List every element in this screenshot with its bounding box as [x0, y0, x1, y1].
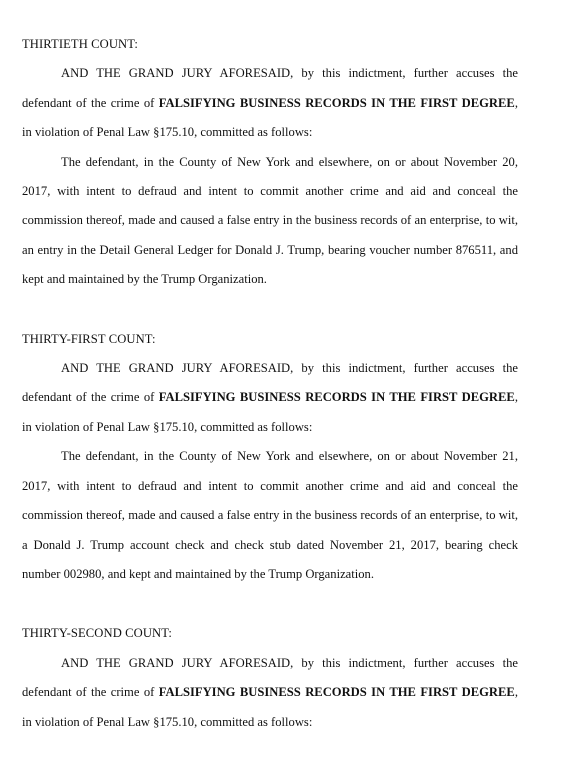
crime-line — [22, 389, 518, 405]
crime-name: FALSIFYING BUSINESS RECORDS IN THE FIRST DEGREE — [158, 96, 515, 110]
statute-line: in violation of Penal Law §175.10, committed as follows: — [22, 125, 313, 139]
crime-suffix: , — [514, 96, 518, 110]
crime-line — [22, 95, 518, 111]
crime-prefix: defendant of the crime of — [22, 685, 159, 699]
crime-name: FALSIFYING BUSINESS RECORDS IN THE FIRST DEGREE — [158, 390, 515, 404]
accusation-line: AND THE GRAND JURY AFORESAID, by this indictment, further accuses the — [61, 66, 518, 80]
body-line: number 002980, and kept and maintained by the Trump Organization. — [22, 567, 374, 581]
crime-suffix: , — [514, 390, 518, 404]
crime-suffix: , — [514, 685, 518, 699]
body-line: The defendant, in the County of New York and elsewhere, on or about November 20, — [61, 155, 518, 169]
body-line: kept and maintained by the Trump Organization. — [22, 272, 267, 286]
body-line: commission thereof, made and caused a false entry in the business records of an enterprise, to wit, — [22, 213, 518, 227]
statute-line: in violation of Penal Law §175.10, committed as follows: — [22, 715, 313, 729]
body-line: commission thereof, made and caused a false entry in the business records of an enterprise, to wit, — [22, 508, 518, 522]
crime-name: FALSIFYING BUSINESS RECORDS IN THE FIRST DEGREE — [158, 685, 515, 699]
crime-prefix: defendant of the crime of — [22, 96, 159, 110]
body-line: The defendant, in the County of New York and elsewhere, on or about November 21, — [61, 449, 518, 463]
count-heading: THIRTY-FIRST COUNT: — [22, 332, 156, 346]
count-heading: THIRTY-SECOND COUNT: — [22, 626, 172, 640]
body-line: 2017, with intent to defraud and intent to commit another crime and aid and conceal the — [22, 184, 518, 198]
count-heading: THIRTIETH COUNT: — [22, 37, 138, 51]
accusation-line: AND THE GRAND JURY AFORESAID, by this indictment, further accuses the — [61, 361, 518, 375]
crime-line — [22, 684, 518, 700]
body-line: 2017, with intent to defraud and intent to commit another crime and aid and conceal the — [22, 479, 518, 493]
accusation-line: AND THE GRAND JURY AFORESAID, by this indictment, further accuses the — [61, 656, 518, 670]
body-line: a Donald J. Trump account check and check stub dated November 21, 2017, bearing check — [22, 538, 518, 552]
crime-prefix: defendant of the crime of — [22, 390, 159, 404]
body-line: an entry in the Detail General Ledger for Donald J. Trump, bearing voucher number 876511, and — [22, 243, 518, 257]
statute-line: in violation of Penal Law §175.10, committed as follows: — [22, 420, 313, 434]
